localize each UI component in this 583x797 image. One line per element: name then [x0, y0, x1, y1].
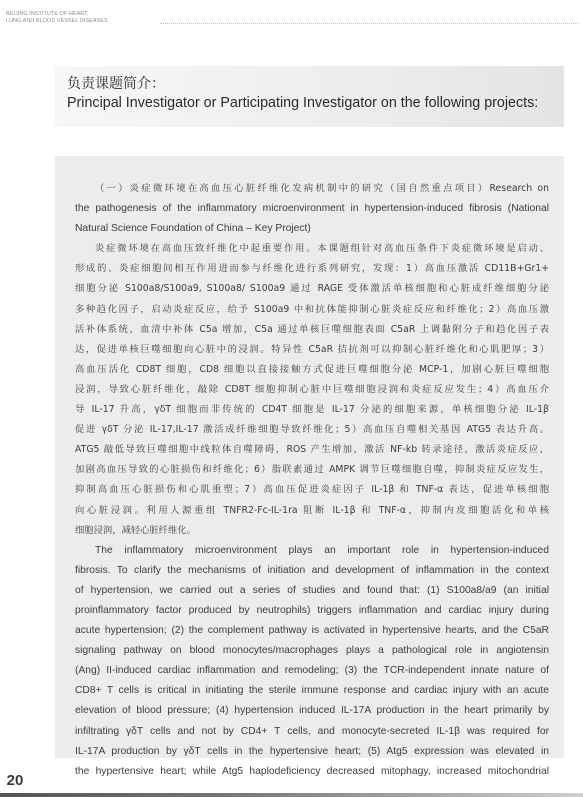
text-line: 抑制高血压心脏损伤和心肌重塑；7）高血压促进炎症因子 IL-1β 和 TNF-α 表达，促进单核细胞	[75, 484, 549, 496]
text-line: the pathogenesis of the inflammatory microenvironment in hypertension-induced fibrosis (National	[75, 203, 549, 215]
text-line: Natural Science Foundation of China – Key Project)	[75, 223, 311, 235]
text-line: 高血压活化 CD8T 细胞，CD8 细胞以直接接触方式促进巨噬细胞分泌 MCP-1，加剧心脏巨噬细胞	[75, 363, 549, 375]
text-line: (Ang) II-induced cardiac inflammation and remodeling; (3) the TCR-independent innate nature of	[75, 665, 549, 677]
text-line: proinflammatory factor produced by neutrophils) triggers inflammation and cardiac injury during	[75, 604, 549, 616]
text-line: 活补体系统，血清中补体 C5a 增加，C5a 通过单核巨噬细胞表面 C5aR 上调黏附分子和趋化因子表	[75, 323, 549, 335]
text-line: 细胞分泌 S100a8/S100a9, S100a8/ S100a9 通过 RAGE 受体激活单核细胞和心脏成纤维细胞分泌	[75, 283, 549, 295]
text-line: signaling pathway on blood monocytes/macrophages plays a pathological role in angiotensin	[75, 645, 549, 657]
text-line: The inflammatory microenvironment plays an important role in hypertension-induced	[95, 544, 549, 556]
section-title-english: Principal Investigator or Participating Investigator on the following projects:	[67, 95, 539, 111]
project-description-text	[75, 179, 549, 782]
text-line: 达，促进单核巨噬细胞向心脏中的浸润。特异性 C5aR 拮抗剂可以抑制心脏纤维化和心肌肥厚；3）	[75, 343, 549, 355]
text-line: fibrosis. To clarify the mechanisms of initiation and development of inflammation in the context	[75, 564, 549, 576]
journal-header	[6, 11, 108, 25]
text-line: 向心脏浸润。利用人源重组 TNFR2-Fc-IL-1ra 阻断 IL-1β 和 TNF-α，抑制内皮细胞活化和单核	[75, 504, 549, 516]
text-line: infiltrating γδT cells and not by CD4+ T cells, and monocyte-secreted IL-1β was required for	[75, 725, 549, 737]
journal-header-line1: BEIJING INSTITUTE OF HEART,	[6, 11, 89, 17]
text-line: acute hypertension; (2) the complement pathway is activated in hypertensive hearts, and the C5aR	[75, 625, 549, 637]
section-title-chinese: 负责课题简介：	[67, 76, 165, 92]
text-line: elevation of blood pressure; (4) hypertension induced IL-17A production in the heart primarily by	[75, 705, 549, 717]
text-line: 加剧高血压导致的心脏损伤和纤维化；6）脂联素通过 AMPK 调节巨噬细胞自噬，抑制炎症反应发生，	[75, 464, 549, 476]
header-divider	[160, 23, 578, 24]
text-line: 细胞浸润，减轻心脏纤维化。	[75, 524, 196, 536]
text-line: CD8+ T cells is critical in initiating the sterile immune response and cardiac injury with an acute	[75, 685, 549, 697]
page-number: 20	[6, 772, 24, 789]
text-line: of hypertension, we carried out a series of studies and found that: (1) S100a8/a9 (an initial	[75, 584, 549, 596]
text-line: ATG5 敲低导致巨噬细胞中线粒体自噬障碍，ROS 产生增加，激活 NF-kb 转录途径，激活炎症反应，	[75, 444, 549, 456]
text-line: 炎症微环境在高血压致纤维化中起重要作用。本课题组针对高血压条件下炎症微环境是启动、	[95, 243, 549, 255]
text-line: 浸润，导致心脏纤维化，敲除 CD8T 细胞抑制心脏中巨噬细胞浸润和炎症反应发生；4）高血压介	[75, 383, 549, 395]
text-line: 促进 γδT 分泌 IL-17,IL-17 激活成纤维细胞导致纤维化；5）高血压自噬相关基因 ATG5 表达升高。	[75, 424, 549, 436]
project-description-box	[55, 156, 564, 777]
section-title-box	[55, 66, 564, 127]
text-line: （一）炎症微环境在高血压心脏纤维化发病机制中的研究（国自然重点项目）Research on	[95, 183, 549, 194]
text-line: 导 IL-17 升高，γδT 细胞而非传统的 CD4T 细胞是 IL-17 分泌的细胞来源，单核细胞分泌 IL-1β	[75, 404, 549, 416]
text-line: 多种趋化因子，启动炎症反应，给予 S100a9 中和抗体能抑制心脏炎症反应和纤维化；2）高血压激	[75, 303, 549, 315]
text-line: 形成的、炎症细胞间相互作用进而参与纤维化进行系列研究，发现：1）高血压激活 CD11B+Gr1+	[75, 263, 549, 275]
page-footer-bar	[0, 793, 583, 797]
text-line: the hypertensive heart; while Atg5 haplodeficiency decreased mitophagy, increased mitochondrial	[75, 765, 549, 777]
journal-header-line2: LUNG AND BLOOD VESSEL DISEASES	[6, 18, 108, 24]
text-line: IL-17A production by γδT cells in the hypertensive heart; (5) Atg5 expression was elevated in	[75, 745, 549, 757]
